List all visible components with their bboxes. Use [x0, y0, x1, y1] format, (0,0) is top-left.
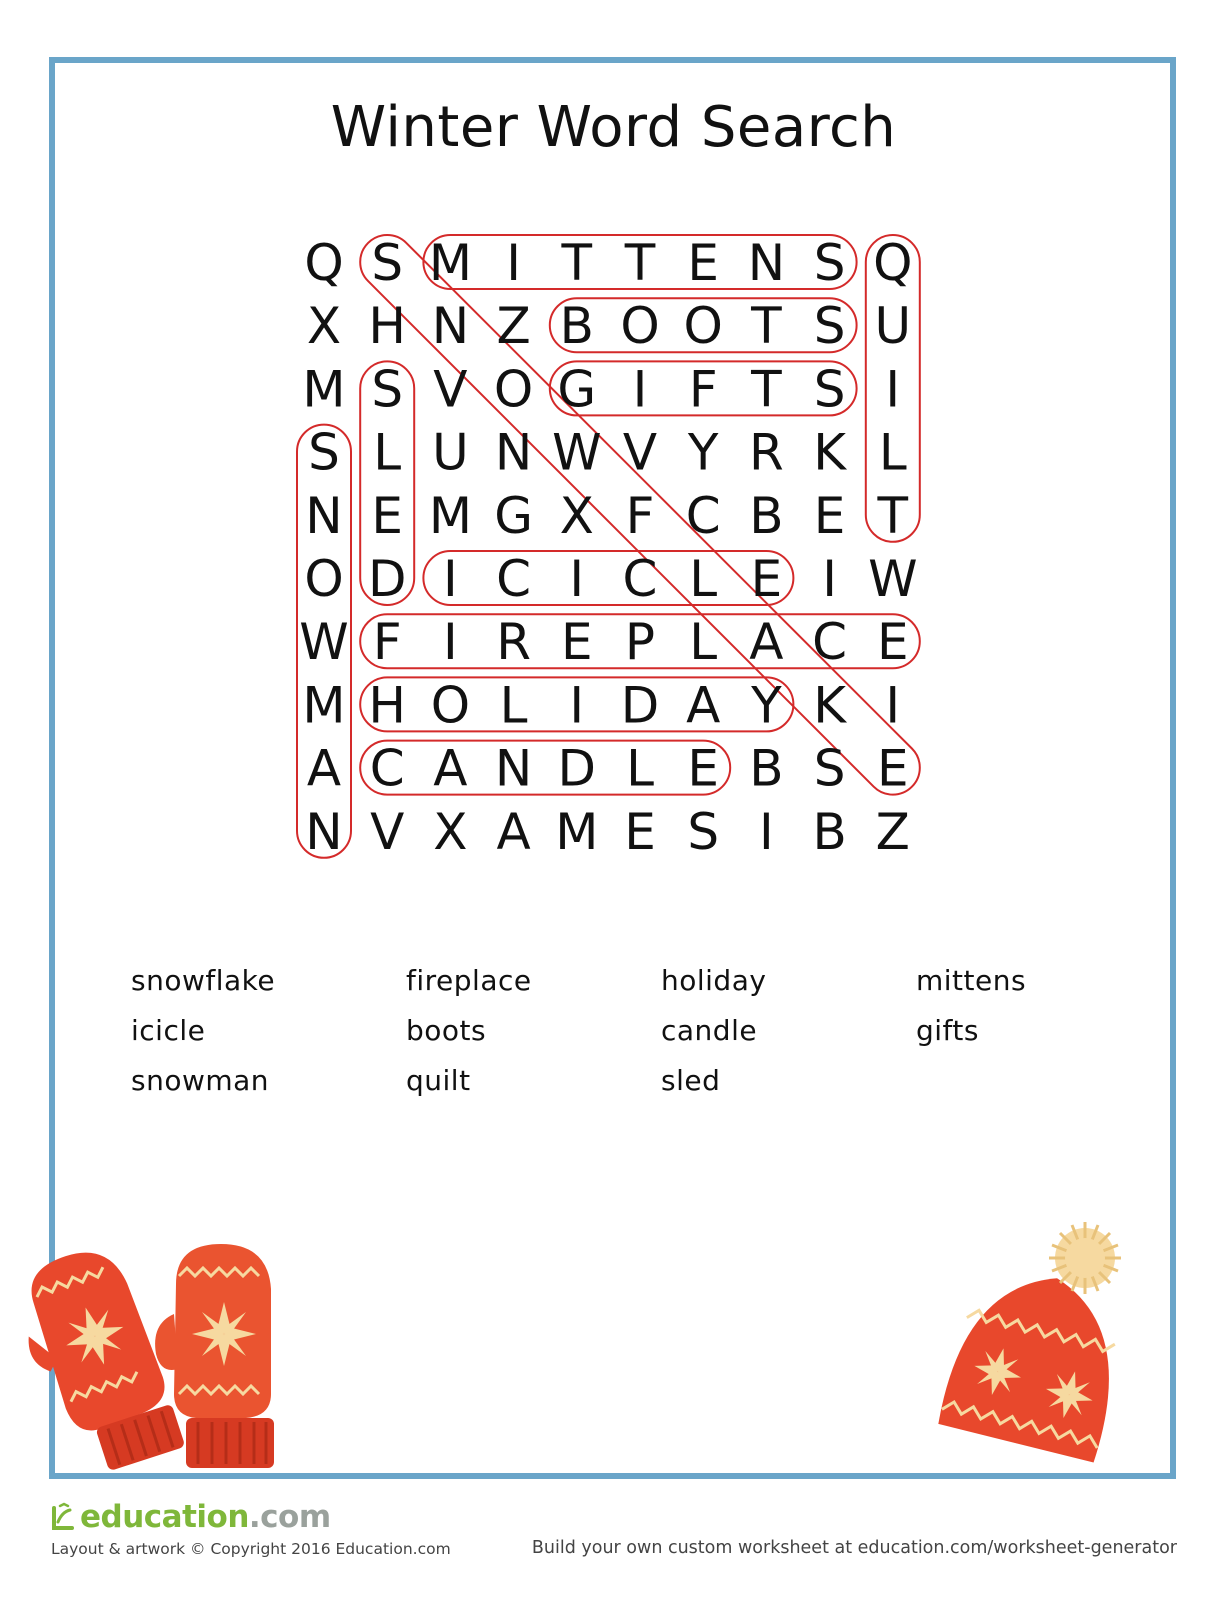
grid-letter: O [304, 550, 344, 608]
education-logo-text [80, 1499, 331, 1535]
grid-letter: T [877, 486, 909, 545]
highlight-icicle [423, 551, 793, 605]
grid-letter: W [552, 423, 602, 482]
grid-letter: S [813, 360, 846, 419]
grid-letter: O [620, 297, 660, 356]
grid-letter: R [496, 613, 531, 672]
grid-letter: I [443, 613, 458, 672]
grid-letter: F [625, 486, 655, 545]
grid-letter: E [877, 613, 909, 672]
brand-tld: .com [248, 1499, 331, 1535]
word-list-item: gifts [916, 1014, 979, 1047]
grid-letter: R [749, 423, 784, 482]
grid-letter: T [561, 234, 593, 292]
grid-letter: X [306, 297, 342, 356]
grid-letter: B [749, 739, 784, 798]
highlight-candle [360, 741, 730, 795]
grid-letter: E [371, 486, 403, 545]
grid-letter: V [370, 802, 405, 861]
grid-letter: H [368, 676, 407, 735]
grid-letter: L [373, 423, 402, 482]
grid-letter: D [620, 676, 660, 735]
grid-letter: Z [496, 297, 531, 356]
grid-letter: M [302, 360, 346, 419]
grid-letter: S [813, 739, 846, 798]
grid-letter: C [685, 486, 721, 545]
grid-letter: L [626, 739, 654, 798]
grid-letter: D [557, 739, 597, 798]
grid-letter: T [624, 234, 656, 292]
grid-letter: E [624, 802, 656, 861]
grid-letter: I [443, 550, 458, 608]
grid-letter: L [499, 676, 528, 735]
grid-letter: N [305, 486, 343, 545]
grid-letter: N [305, 802, 343, 861]
word-list-item: icicle [131, 1014, 206, 1047]
grid-letter: F [688, 360, 718, 419]
word-list-item: boots [406, 1014, 487, 1047]
grid-letter: N [431, 297, 470, 356]
mittens-illustration [26, 1244, 286, 1484]
worksheet-generator-link[interactable]: Build your own custom worksheet at education.com/worksheet-generator [531, 1538, 1177, 1558]
grid-letter: L [689, 613, 718, 672]
grid-letter: N [494, 423, 533, 482]
grid-letter: A [686, 676, 721, 735]
grid-letter: V [622, 423, 658, 482]
grid-letter: O [430, 676, 471, 735]
education-logo-icon [50, 1502, 76, 1532]
grid-letter: S [813, 234, 846, 292]
grid-letter: P [624, 613, 656, 672]
grid-letter: X [433, 802, 468, 861]
grid-letter: S [687, 802, 720, 861]
grid-letter: H [368, 297, 407, 356]
grid-letter: E [687, 234, 719, 292]
grid-letter: T [751, 360, 782, 419]
grid-letter: Y [751, 676, 782, 735]
grid-letter: E [813, 486, 846, 545]
grid-letter: O [683, 297, 723, 356]
grid-letter: E [561, 613, 593, 672]
grid-letter: D [367, 550, 407, 608]
word-list-item: quilt [406, 1064, 471, 1097]
grid-letter: Q [873, 234, 913, 292]
grid-letter: F [372, 613, 402, 672]
grid-letter: Z [875, 802, 910, 861]
grid-letter: O [493, 360, 534, 419]
word-list-item: holiday [661, 964, 767, 997]
grid-letter: I [569, 676, 585, 735]
grid-letter: V [433, 360, 468, 419]
grid-letter: L [878, 423, 907, 482]
grid-letter: E [750, 550, 783, 608]
grid-letter: W [868, 550, 918, 608]
copyright-text: Layout & artwork © Copyright 2016 Education.com [51, 1540, 451, 1558]
grid-letter: S [371, 360, 404, 419]
grid-letter: C [369, 739, 405, 798]
education-logo[interactable] [50, 1497, 331, 1537]
grid-letter: I [569, 550, 585, 608]
grid-letter: N [747, 234, 786, 292]
grid-letter: K [813, 423, 846, 482]
grid-letter: S [371, 234, 404, 292]
grid-letter: C [622, 550, 658, 608]
word-list [131, 964, 1131, 1144]
grid-letter: W [299, 613, 349, 672]
grid-letter: M [428, 234, 472, 292]
grid-letter: G [494, 486, 533, 545]
grid-letter: A [496, 802, 531, 861]
grid-letter: E [687, 739, 719, 798]
grid-letter: I [632, 360, 648, 419]
grid-letter: M [555, 802, 599, 861]
grid-letter: C [812, 613, 848, 672]
grid-letter: L [689, 550, 718, 608]
grid-letter: A [749, 613, 784, 672]
grid-letter: M [428, 486, 472, 545]
word-list-item: mittens [916, 964, 1027, 997]
grid-letter: S [308, 423, 340, 482]
grid-letter: B [559, 297, 594, 356]
grid-letter: T [751, 297, 782, 356]
grid-letter: N [494, 739, 533, 798]
page-title: Winter Word Search [330, 95, 897, 160]
grid-letter: A [306, 739, 342, 798]
grid-letter: E [877, 739, 909, 798]
grid-letter: I [885, 676, 901, 735]
brand-name: education [80, 1499, 249, 1535]
grid-letter: S [813, 297, 846, 356]
grid-letter: M [302, 676, 346, 735]
grid-letter: Y [687, 423, 719, 482]
grid-letter: I [506, 234, 521, 292]
word-list-item: snowman [131, 1064, 270, 1097]
grid-letter: K [813, 676, 846, 735]
grid-letter: X [559, 486, 594, 545]
grid-letter: I [759, 802, 774, 861]
grid-letter: I [822, 550, 837, 608]
grid-letter: I [885, 360, 901, 419]
grid-letter: Q [304, 234, 344, 292]
word-list-item: fireplace [406, 964, 532, 997]
word-list-item: candle [661, 1014, 758, 1047]
grid-letter: U [432, 423, 469, 482]
grid-letter: A [433, 739, 468, 798]
grid-letter: U [874, 297, 912, 356]
word-list-item: snowflake [131, 964, 276, 997]
grid-letter: C [496, 550, 532, 608]
winter-hat-illustration [935, 1218, 1135, 1478]
word-list-item: sled [661, 1064, 721, 1097]
grid-letter: G [557, 360, 597, 419]
grid-letter: B [749, 486, 784, 545]
grid-letter: B [812, 802, 847, 861]
